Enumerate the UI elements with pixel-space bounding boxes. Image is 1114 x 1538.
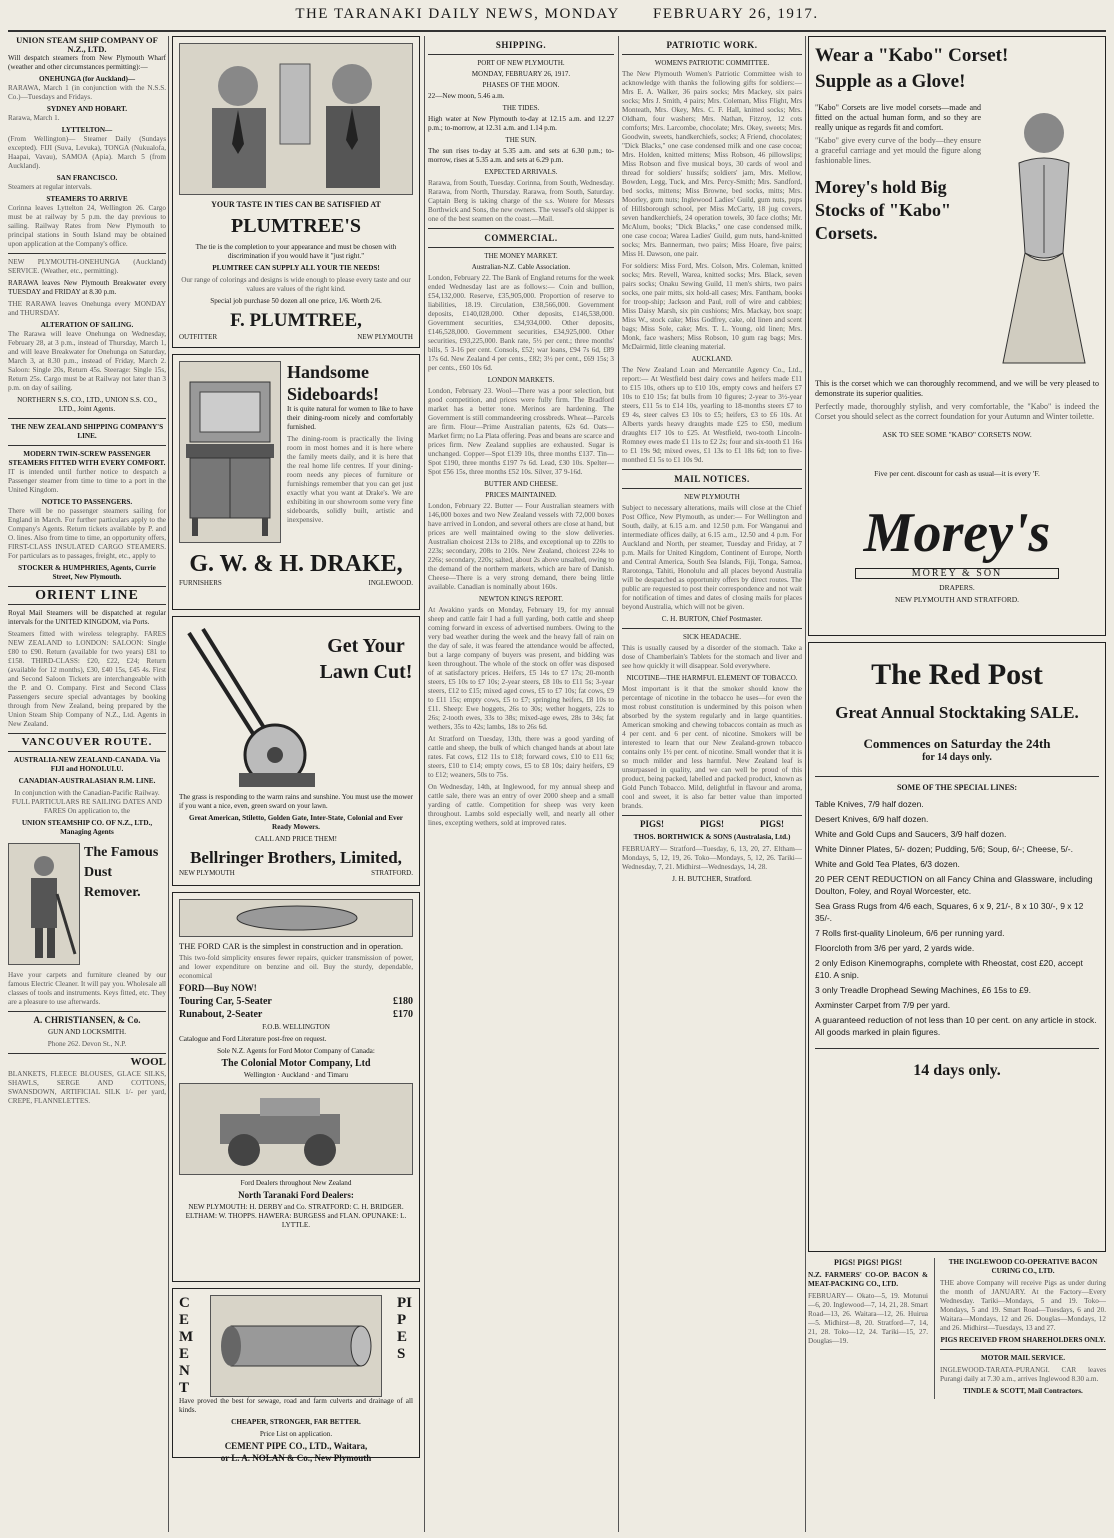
london-markets: LONDON MARKETS.: [487, 376, 555, 384]
lyttelton-heading: LYTTELTON—: [61, 126, 113, 134]
column-shipping-notices: UNION STEAM SHIP COMPANY OF N.Z., LTD. Will despatch steamers from New Plymouth Wharf (weather and other circumstances permitting):— ONEHUNGA (for Auckland)— RARAWA, March 1 (in conjunction with the N.S.S. Co.)—Tuesdays and Fridays. SYDNEY AND HOBART. Rarawa, March 1. LYTTELTON— (From Wellington)— Steamer Daily (Sundays excepted). FIJI (Suva, Levuka), TONGA (Nukualofa, Haapai, Vavau), SAMOA (Apia). March 5 (from Auckland). SAN FRANCISCO. Steamers at regular intervals. STEAMERS TO ARRIVE Corinna leaves Lyttelton 24, Wellington 26. Cargo must be at railway by 5 p.m. the day previous to sailing. Railway Rates from New Plymouth to principal stations in South Island may be obtained upon application at the Company's office. NEW PLYMOUTH-ONEHUNGA (Auckland) SERVICE. (Weather, etc., permitting). RARAWA leaves New Plymouth Breakwater every TUESDAY and FRIDAY at 8.30 p.m. THE RARAWA leaves Onehunga every MONDAY and THURSDAY. ALTERATION OF SAILING. The Rarawa will leave Onehunga on Wednesday, February 28, at 3 p.m., instead of Thursday, March 1, and will leave Breakwater for Onehunga on Saturday, March 3, at 8.30 p.m., instead of Friday, March 2. Saloon: Single 20s, Return 45s. Steerage: Single 15s, Return 25s. Cargo must be at Railway not later than 3 p.m. on day of sailing. NORTHERN S.S. CO., LTD., UNION S.S. CO., LTD., Joint Agents. THE NEW ZEALAND SHIPPING COMPANY'S LINE. MODERN TWIN-SCREW PASSENGER STEAMERS FITTED WITH EVERY COMFORT. IT is intended until further notice to despatch a Passenger steamer from time to time to a port in the United Kingdom. NOTICE TO PASSENGERS. There will be no passenger steamers sailing for England in March. For further particulars apply to the Company's Agents. Return tickets available by P. and O. lines. Also from time to time, an opportunity offers, FIRST-CLASS INSULATED CARGO STEAMERS. For particulars as to passages, freight, etc., apply to STOCKER & HUMPHRIES, Agents, Currie Street, New Plymouth. ORIENT LINE Royal Mail Steamers will be dispatched at regular intervals for the UNITED KINGDOM, via Ports. Steamers fitted with wireless telegraphy. FARES NEW ZEALAND to LONDON: SALOON: Single £80 to £90. Return (available for two years) £81 to £158. THIRD-CLASS: £20, £22, £24; Return (available for 12 months), £30, £40 15s, £45 4s. First and Second Saloon Tickets are interchangeable with the P. and O. Company. First and Second Class Passengers secure special advantages by booking through from New Zealand, being prepared by the Union Steam Ship Company of N.Z., Ltd. Agents in New Zealand. VANCOUVER ROUTE. AUSTRALIA-NEW ZEALAND-CANADA. Via FIJI and HONOLULU. CANADIAN-AUSTRALASIAN R.M. LINE. In conjunction with the Canadian-Pacific Railway. FULL PARTICULARS RE SAILING DATES AND FARES On application to, the UNION STEAMSHIP CO. OF N.Z., LTD., Managing Agents The Famous Dust Remover. Have your carpets and furniture cleaned by our famous Electric Cleaner. It will pay you. Wholesale all classes of tools and instruments. Keys fitted, etc. They are a pleasure to use afterwards. A. CHRISTIANSEN, & Co. GUN AND LOCKSMITH. Phone 262. Devon St., N.P. WOOL BLANKETS, FLEECE BLOUSES, GLACE SILKS, SHAWLS, SERGE AND COTTONS, SWANSDOWN, ARTIFICIAL SILK 1/- per yard, CREPE, FLANNELETTES.: [8, 36, 166, 1105]
touring-label: Touring Car, 5-Seater: [179, 996, 272, 1007]
orient-line-heading: ORIENT LINE: [35, 588, 139, 603]
fourteen-days: for 14 days only.: [922, 752, 992, 763]
christiansen-trade: GUN AND LOCKSMITH.: [47, 1028, 127, 1036]
north-dealers-heading: North Taranaki Ford Dealers:: [238, 1190, 354, 1200]
sale-line-item: Axminster Carpet from 7/9 per yard.: [815, 1000, 951, 1010]
special-lines-heading: SOME OF THE SPECIAL LINES:: [896, 783, 1018, 792]
sale-lines-list: [815, 798, 1099, 1038]
ford-car-illustration: [179, 1083, 413, 1175]
lawn-body: The grass is responding to the warm rains and sunshine. You must use the mower if you want a nice, even, green sward on your lawn.: [179, 793, 413, 810]
pigs-banner: PIGS! PIGS! PIGS!: [833, 1258, 902, 1267]
christiansen-name: A. CHRISTIANSEN, & Co.: [33, 1015, 141, 1025]
wool-heading: WOOL: [130, 1056, 166, 1068]
joint-agents: NORTHERN S.S. CO., LTD., UNION S.S. CO., LTD., Joint Agents.: [17, 396, 157, 413]
cement-nolan: or L. A. NOLAN & Co., New Plymouth: [220, 1453, 372, 1463]
sale-line-item: Table Knives, 7/9 half dozen.: [815, 799, 924, 809]
cement-pipe-ad: [172, 1288, 420, 1463]
newton-king: NEWTON KING'S REPORT.: [479, 595, 563, 603]
port-heading: PORT OF NEW PLYMOUTH.: [477, 59, 565, 67]
vancouver-sub: AUSTRALIA-NEW ZEALAND-CANADA. Via FIJI and HONOLULU.: [13, 756, 161, 773]
sale-line-item: White and Gold Cups and Saucers, 3/9 half dozen.: [815, 829, 1007, 839]
morey-body: This is the corset which we can thoroughly recommend, and we will be very pleased to demonstrate its superior qualities.: [815, 379, 1099, 398]
cash-discount: Five per cent. discount for cash as usual—it is every 'F.: [874, 469, 1040, 478]
pipe-illustration: [210, 1295, 382, 1397]
twin-screw-heading: MODERN TWIN-SCREW PASSENGER STEAMERS FITTED WITH EVERY COMFORT.: [8, 450, 166, 467]
tides-heading: THE TIDES.: [502, 104, 540, 112]
plumtree-can: PLUMTREE CAN SUPPLY ALL YOUR TIE NEEDS!: [212, 264, 380, 272]
patriotic-heading: PATRIOTIC WORK.: [666, 40, 758, 50]
drake-name: G. W. & H. DRAKE,: [189, 551, 403, 577]
auckland-heading: AUCKLAND.: [691, 355, 733, 363]
mail-notices-heading: MAIL NOTICES.: [674, 474, 750, 484]
pigs-received: PIGS RECEIVED FROM SHAREHOLDERS ONLY.: [940, 1336, 1106, 1344]
colonial-cities: Wellington · Auckland · and Timaru: [243, 1071, 349, 1079]
tides-body: High water at New Plymouth to-day at 12.15 a.m. and 12.27 p.m.; to-morrow, at 12.31 a.m. and 1.14 p.m.: [428, 115, 614, 132]
plumtree-owner: F. PLUMTREE,: [230, 310, 362, 331]
column-display-ads: [808, 36, 1106, 1532]
runabout-price: £170: [393, 1009, 413, 1020]
kabo-title: Wear a "Kabo" Corset!: [815, 45, 1009, 66]
union-notice-title: UNION STEAM SHIP COMPANY OF N.Z., LTD.: [16, 36, 158, 54]
chief-postmaster: C. H. BURTON, Chief Postmaster.: [661, 615, 763, 623]
notice-passengers: NOTICE TO PASSENGERS.: [41, 498, 133, 506]
sanfran-heading: SAN FRANCISCO.: [56, 174, 118, 182]
cable-association: Australian-N.Z. Cable Association.: [471, 263, 571, 271]
sydney-heading: SYDNEY AND HOBART.: [46, 105, 128, 113]
cement-cheap: CHEAPER, STRONGER, FAR BETTER.: [231, 1418, 361, 1426]
commences: Commences on Saturday the 24th: [863, 736, 1051, 751]
cement-body: Have proved the best for sewage, road and farm culverts and drainage of all kinds.: [179, 1397, 413, 1414]
mower-makes: Great American, Stiletto, Golden Gate, Inter-State, Colonial and Ever Ready Mowers.: [189, 814, 403, 831]
morey-son-banner: MOREY & SON: [855, 568, 1059, 579]
inglewood-bacon-name: THE INGLEWOOD CO-OPERATIVE BACON CURING CO., LTD.: [948, 1258, 1098, 1275]
red-post-ad: [808, 642, 1106, 1252]
plumtree-body: The tie is the completion to your appearance and must be chosen with discrimination if you would have it "just right.": [195, 243, 397, 260]
red-post-title: The Red Post: [871, 658, 1043, 691]
column-divider: [424, 36, 425, 1532]
motor-mail: MOTOR MAIL SERVICE.: [980, 1354, 1066, 1362]
expected-heading: EXPECTED ARRIVALS.: [484, 168, 558, 176]
moon-phase: 22—New moon, 5.46 a.m.: [428, 92, 505, 100]
ford-catalogue: Catalogue and Ford Literature post-free on request.: [179, 1035, 327, 1043]
ask-kabo: ASK TO SEE SOME "KABO" CORSETS NOW.: [882, 430, 1032, 439]
get-lawn-cut: Get Your Lawn Cut!: [319, 635, 413, 683]
sale-line-item: White and Gold Tea Plates, 6/3 dozen.: [815, 859, 960, 869]
money-market: THE MONEY MARKET.: [484, 252, 558, 260]
sale-line-item: A guaranteed reduction of not less than 10 per cent. on any article in stock. All goods marked in plain figures.: [815, 1015, 1097, 1037]
inglewood-bacon-ad: THE INGLEWOOD CO-OPERATIVE BACON CURING CO., LTD. THE above Company will receive Pigs as under during the month of JANUARY. At the Factory—Every Wednesday. Tariki—Mondays, 5 and 19. Toko—Mondays, 5 and 19. Smart Road—Tuesdays, 6 and 20. Waitara—Mondays, 12 and 26. Douglas—Mondays, 12 and 26. Midhirst—Tuesdays, 13 and 27. PIGS RECEIVED FROM SHAREHOLDERS ONLY. MOTOR MAIL SERVICE. INGLEWOOD-TARATA-PURANGI. CAR leaves Purangi daily at 7.30 a.m., arrives Inglewood 8.30 a.m. TINDLE & SCOTT, Mail Contractors.: [934, 1258, 1106, 1399]
plumtree-foot-left: OUTFITTER: [179, 333, 218, 341]
morey-hold: Morey's hold Big Stocks of "Kabo" Corsets.: [815, 177, 952, 243]
tindle-scott: TINDLE & SCOTT, Mail Contractors.: [963, 1387, 1083, 1395]
ford-buy-now: FORD—Buy NOW!: [179, 983, 257, 993]
cement-vertical: CEMENT: [179, 1295, 194, 1396]
womens-committee: WOMEN'S PATRIOTIC COMMITTEE.: [654, 59, 770, 67]
plumtree-foot-right: NEW PLYMOUTH: [357, 333, 413, 341]
plumtree-ad: YOUR TASTE IN TIES CAN BE SATISFIED AT PLUMTREE'S The tie is the completion to your appearance and must be chosen with discrimination if you would have it "just right." PLUMTREE CAN SUPPLY ALL YOUR TIE NEEDS! Our range of colorings and designs is wide enough to please every taste and our values are values of the right kind. Special job purchase 50 dozen all one price, 1/6. Worth 2/6. F. PLUMTREE, OUTFITTER NEW PLYMOUTH: [172, 36, 420, 348]
plumtree-special: Special job purchase 50 dozen all one price, 1/6. Worth 2/6.: [210, 297, 382, 305]
sale-line-item: Sea Grass Rugs from 4/6 each, Squares, 6 x 9, 21/-, 8 x 10 30/-, 9 x 12 35/-.: [815, 901, 1084, 923]
kabo-corset-ad: Wear a "Kabo" Corset! Supple as a Glove! "Kabo" Corsets are live model corsets—made and fitted on the actual human form, and so they are really unique as regards fit and comfort. "Kabo" give every curve of the body—they ensure a graceful carriage and yet mould the figure along fashionable lines. Morey's hold Big Stocks of "Kabo" Corsets. This is the corset which we can thoroughly recommend, and we will be very pleased to demonstrate its superior qualities. Perfectly made, thoroughly stylish, and very comfortable, the "Kabo" is indeed the Corset you should select as the correct foundation for your Autumn and Winter toilette. ASK TO SEE SOME "KABO" CORSETS NOW. Five per cent. discount for cash as usual—it is every 'F. Morey's MOREY & SON DRAPERS. NEW PLYMOUTH AND STRATFORD.: [808, 36, 1106, 636]
masthead-title: THE TARANAKI DAILY NEWS, MONDAY: [295, 6, 620, 22]
moreys-logo: Morey's: [863, 502, 1051, 564]
commercial-heading: COMMERCIAL.: [484, 233, 558, 243]
lawnmower-illustration: [179, 623, 319, 793]
arrive-heading: STEAMERS TO ARRIVE: [46, 195, 128, 203]
drake-foot-right: INGLEWOOD.: [368, 579, 413, 587]
sale-line-item: 2 only Edison Kinemographs, complete with Rheostat, cost £20, accept £10. A snip.: [815, 958, 1083, 980]
drake-ad: Handsome Sideboards! It is quite natural for women to like to have their dining-room nicely and comfortably furnished. The dining-room is practically the living room in most homes and it is here where the family meets daily, and it is here that the real home life centres. If your dining-room needs any pieces of furniture or furnishings remember that you can get just exactly what you want at Drake's. We are exhibiting in our showroom some very fine sideboards, solidly built, artistic and inexpensive. G. W. & H. DRAKE, FURNISHERS INGLEWOOD.: [172, 354, 420, 610]
kabo-subtitle: Supple as a Glove!: [815, 71, 966, 92]
sideboard-illustration: [179, 361, 281, 543]
cement-price-list: Price List on application.: [259, 1430, 333, 1438]
new-plymouth-mail: NEW PLYMOUTH: [684, 493, 740, 501]
sick-headache: SICK HEADACHE.: [683, 633, 741, 641]
vancouver-heading: VANCOUVER ROUTE.: [21, 736, 153, 748]
nz-farmers-ad: PIGS! PIGS! PIGS! N.Z. FARMERS' CO-OP. BACON & MEAT-PACKING CO., LTD. FEBRUARY— Okato—5, 19. Motunui—6, 20. Inglewood—7, 14, 21, 28. Smart Road—13, 26. Waitara—12, 26. Huirua—5. Midhirst—8, 20. Stratford—7, 14, 21, 28. Toko—12, 24. Tariki—15, 27. Douglas—19.: [808, 1258, 928, 1345]
bellringer-ad: [172, 616, 420, 886]
sale-line-item: Floorcloth from 3/6 per yard, 2 yards wide.: [815, 943, 975, 953]
nz-farmers-name: N.Z. FARMERS' CO-OP. BACON & MEAT-PACKING CO., LTD.: [808, 1271, 928, 1288]
orient-body: Royal Mail Steamers will be dispatched at regular intervals for the UNITED KINGDOM, via Ports.: [8, 609, 166, 626]
borthwick-name: THOS. BORTHWICK & SONS (Australasia, Ltd.): [633, 833, 791, 841]
butter-cheese: BUTTER AND CHEESE.: [484, 480, 558, 488]
dust-remover-illustration: [8, 843, 80, 965]
sale-line-item: Desert Knives, 6/9 half dozen.: [815, 814, 929, 824]
stocker-agents: STOCKER & HUMPHRIES, Agents, Currie Street, New Plymouth.: [18, 564, 156, 581]
north-dealers-names: NEW PLYMOUTH: H. DERBY and Co. STRATFORD: C. H. BRIDGER. ELTHAM: W. THOPPS. HAWERA: BURGESS and FLAN. OPUNAKE: L. LYTTLE.: [185, 1203, 407, 1229]
pigs-2: PIGS!: [699, 819, 724, 829]
bellringer-name: Bellringer Brothers, Limited,: [190, 848, 402, 867]
sale-line-item: 3 only Treadle Drophead Sewing Machines, £6 15s to £9.: [815, 985, 1031, 995]
pigs-3: PIGS!: [759, 819, 784, 829]
plumtree-name-large: PLUMTREE'S: [230, 215, 362, 237]
column-patriotic-mail: PATRIOTIC WORK. WOMEN'S PATRIOTIC COMMITTEE. The New Plymouth Women's Patriotic Committee wish to acknowledge with thanks the following gifts for soldiers:— Mrs E. A. Walker, 36 pairs socks; Mrs Mackey, six pairs socks; Mrs J. Smith, 4 pairs; Mrs. Coleman, Miss Flight, Mrs Monteath, Mrs. Okey, Mrs. C. F. Hall, knitted socks; Mrs. Oldham, four washers; Mrs. Nathan, Fitzroy, 12 cots comforts; Mrs. Larcombe, chocolate; Mrs. Okey, sweets; Mrs. Goodwin, sweets, handkerchiefs, socks; A Friend, chocolates; "Dick Blacks," one case condensed milk and one case cocoa; Mrs. Holden, knitted mittens; Miss Robson, 46 pillowslips; Miss Robson and five musical boys, 30 cards of wool and thread for soldiers' hussifs; soldiers' jam, Mrs. Mellow, Bowden, Legg, Tuck, and Mrs. Percy-Smith; Mrs. Sandford, bed socks, mittens; Miss Browne, bed socks, mitts; Mrs. Moorley, gum nuts; Inglewood Ladies' Guild, gum nuts, pups of Hillsborough school, per Miss McCarty, 18 jug covers, seven handkerchiefs, 24 operation towels, 30 face cloths; Mr. McAlum, books; "Dick Blacks," one case condensed milk, one case cocoa; Warea Ladies' Guild, gum nuts, hand-knitted socks; Mrs. Bannerman, two pairs; Miss Hoare, five pairs; Miss H. Dawson, one pair. For soldiers: Miss Ford, Mrs. Colson, Mrs. Coleman, knitted socks; Mrs. Revell, Warea, knitted socks; Mrs. Black, seven pairs socks; Onaku Sewing Guild, 11 men's shirts, two pairs socks, one pair mitts, six hold-all cases; Mrs. Fantham, books for troop-ship; Jackson and Paul, roll of wire and cabbies; Miss Daisy Marsh, six pin cushions; Mrs. Mackay, box soap; Miss W., stock cake; Miss Godfrey, cake, old linen and scent bags; Miss Sole, cake; Mrs. T. L. Young, old linen; Mrs. Monk, face washers; Miss Robson, 10 gum rag bags; Mrs. McDairmid, little cleaning material. AUCKLAND. The New Zealand Loan and Mercantile Agency Co., Ltd., report:— At Westfield best dairy cows and heifers made £11 to £15 10s, others up to £10 10s, empty cows and heifers £7 10s to £10 15s; fat bulls from 10 figures; 2-year to 3½-year steers, £11 5s to £14 10s, yearling to 18-months steers £7 to £9 4s, steer calves £3 10s to £5; heifers, £3 to £6 10s. At Alberts yards heavy draughts made £25 to £50, medium draughts £17 10s to £25. At Westfield, two-tooth Lincoln-Romney ewes made £1 11s to £2 2s; four and six-tooth £1 16s to £1 19s 9d; mixed ewes, £1 13s to £1 18s 6d; ton to five-monthed £1 5s to £1 10s 9d. MAIL NOTICES. NEW PLYMOUTH Subject to necessary alterations, mails will close at the Chief Post Office, New Plymouth, as under:— For Wellington and South, daily, at 6.15 a.m. and 12.50 p.m. For Wanganui and intermediate offices daily, at 6.15 a.m., 12.50 and 4 p.m. For Auckland and North, per steamer, Tuesday and Friday, at 7 p.m. Mails for United Kingdom, Continent of Europe, North and Central America, South Sea Islands, Fiji, Tonga, Samoa, Rarotonga, Tahiti, Honolulu and all places beyond Australia will be despatched as opportunity offers by direct routes. The public are requested to post their correspondence and not wait for notification of times and dates of closing mails for places beyond Australia, which will not be given. C. H. BURTON, Chief Postmaster. SICK HEADACHE. This is usually caused by a disorder of the stomach. Take a dose of Chamberlain's Tablets for the stomach and liver and see how quickly it will disappear. Sold everywhere. NICOTINE—THE HARMFUL ELEMENT OF TOBACCO. Most important is it that the smoker should know the percentage of nicotine in the tobacco he uses—for even the most robust constitution is undermined by this poison when absorbed by the system regularly and in large quantities. American smoking and chewing tobaccos contain as much as 4 per cent. and 6 per cent. of nicotine. Smokers will be interested to learn that our New Zealand-grown tobacco contains only 1½ per cent. of nicotine. Small wonder that it is so much milder and less harmful. New Zealand leaf is unsurpassed in quality, and we can well be proud of this product, being packed, labelled and packed product, known as Gold Punch Tobacco. Mild, delightful in flavour and aroma, cool and sweet, it is also far better value than imported brands. PIGS! PIGS! PIGS! THOS. BORTHWICK & SONS (Australasia, Ltd.) FEBRUARY— Stratford—Tuesday, 6, 13, 20, 27. Eltham—Mondays, 5, 12, 19, 26. Toko—Mondays, 5, 12, 26. Tariki—Wednesday, 7, 21. Midhirst—Wednesdays, 14, 28. J. H. BUTCHER, Stratford.: [622, 40, 802, 883]
column-shipping-commercial: SHIPPING. PORT OF NEW PLYMOUTH. MONDAY, FEBRUARY 26, 1917. PHASES OF THE MOON. 22—New moon, 5.46 a.m. THE TIDES. High water at New Plymouth to-day at 12.15 a.m. and 12.27 p.m.; to-morrow, at 12.31 a.m. and 1.14 p.m. THE SUN. The sun rises to-day at 5.35 a.m. and sets at 6.30 p.m.; to-morrow, rises at 5.35 a.m. and sets at 6.29 p.m. EXPECTED ARRIVALS. Rarawa, from South, Tuesday. Corinna, from South, Wednesday. Rarawa, from North, Thursday. Rarawa, from South, Saturday. Captain Berg is taking charge of the s.s. Wotere for Messrs Borthwick and Sons, the new owners. The vessel's old skipper is one of the best seamen on the coast.—Mail. COMMERCIAL. THE MONEY MARKET. Australian-N.Z. Cable Association. London, February 22. The Bank of England returns for the week ended Wednesday last are as follows:— Coin and bullion, £54,132,000. Reserve, £35,905,000. Proportion of reserve to liabilities, 18.19. Circulation, £38,566,000. Government deposits, £140,028,000. Other deposits, £146,538,000. Government securities, £34,934,000. Other deposits, £146,528,000. Government securities, £34,925,000. Other securities, £93,225,000. Bank rate, 5½ per cent.; three months' bills, 5 3-16 per cent. Consols, £52; war loans, £94 7s 6d, £89 17s 6d. New Zealand 4 per cents., £82; 3½ per cent., £69 15s; 3 per cents., £60 10s 6d. LONDON MARKETS. London, February 23. Wool—There was a poor selection, but good competition, and prices were fully firm. The Bradford market has a better tone. Merinos are hardening. The Government is still commandeering crossbreds. Wheat—Parcels are firm. Flour—Prime Australian patents, 62s 6d. Oats—Market firm; no La Plata offering. Peas and beans are scarce and prices firm. New Zealand supplies are exhausted. Sugar is unchanged. Copper—Spot £139 10s, three months £137. Tin—Spot £190, three months £197 7s 6d. Lead, £30 10s. Spelter—Spot £56 15s, three months £52 10s. Silver, 37 9-16d. BUTTER AND CHEESE. PRICES MAINTAINED. London, February 22. Butter — Four Australian steamers with 146,000 boxes and two New Zealand vessels with 72,000 boxes have arrived in London, and several others are close at hand, but prices are well maintained owing to the slow deliveries. Australian choicest 213s to 218s, and exceptional up to 220s to 223s; secondary, 208s to 210s. New Zealand, choicest 224s to 226s; secondary, 220s; salted, about 2s above unsalted, owing to the demand of the northern markets, which are bare of Danish. Cheese—There is a very strong demand, there being little available. Canadian is nominally about 160s. NEWTON KING'S REPORT. At Awakino yards on Monday, February 19, for my annual sheep and cattle fair I had a full yarding, both cattle and sheep coming forward in excess of advertised numbers. Owing to the very bad weather during the week and the heavy fall of rain on the day of sale, it was feared the attendance would be affected, but a large company of buyers was present, and bidding was keen throughout. The whole of the stock on offer was disposed of at satisfactory prices. Heifers, £5 14s to £7 17s; 20-month steers, £5 10s to £7 10s; 2-year steers, £8 10s to £11 5s; 3-year steers, £12 to £15; mixed aged cows, £5 to £7 10s; fat cows, £9 to £11 15s; empty cows, £5 to £7; springing heifers, £8 10s to £11. Sheep: Ewe hoggets, 26s to 30s; wether hoggets, 22s to 26s; 2-tooth ewes, 33s to 38s; mixed-age ewes, 28s to 34s; fat wethers, 35s to 42s; lambs, 18s to 26s 6d. At Stratford on Tuesday, 13th, there was a good yarding of cattle and sheep, the bulk of which changed hands at about late rates. Fat cows, £12 11s to £18; forward cows, £10 to £11 6s; steers, £10 to £14; empty cows, £5 to £8 10s; dairy heifers, £9 to £12; weaners, 50s to 75s. On Wednesday, 14th, at Inglewood, for my annual sheep and cattle sale, there was an entry of over 2000 sheep and a small yarding of cattle. Competition for sheep was very keen throughout. Lambs sold especially well, and nearly all other lines, excepting wethers, sold at improved rates.: [428, 40, 614, 827]
runabout-label: Runabout, 2-Seater: [179, 1009, 263, 1020]
colonial-motor: The Colonial Motor Company, Ltd: [221, 1058, 371, 1069]
pigs-1: PIGS!: [639, 819, 664, 829]
sun-body: The sun rises to-day at 5.35 a.m. and sets at 6.30 p.m.; to-morrow, rises at 5.35 a.m. and sets at 6.29 p.m.: [428, 147, 614, 164]
alteration-heading: ALTERATION OF SAILING.: [40, 321, 134, 329]
rarawa-notice: RARAWA leaves New Plymouth Breakwater every TUESDAY and FRIDAY at 8.30 p.m.: [8, 279, 166, 296]
moon-heading: PHASES OF THE MOON.: [482, 81, 560, 89]
port-date: MONDAY, FEBRUARY 26, 1917.: [471, 70, 571, 78]
sale-line-item: 20 PER CENT REDUCTION on all Fancy China and Glassware, including Doulton, Foley, and Royal Worcester, etc.: [815, 874, 1093, 896]
union-notice-body: Will despatch steamers from New Plymouth Wharf (weather and other circumstances permitting):—: [8, 54, 166, 71]
ties-caption: YOUR TASTE IN TIES CAN BE SATISFIED AT: [211, 200, 381, 209]
sun-heading: THE SUN.: [505, 136, 537, 144]
bellringer-foot-right: STRATFORD.: [371, 869, 413, 877]
lawn-call: CALL AND PRICE THEM!: [254, 835, 338, 843]
ties-illustration: [179, 43, 413, 195]
column-advertisements: [172, 36, 420, 1532]
pipes-vertical: PIPES: [397, 1295, 412, 1362]
nicotine-heading: NICOTINE—THE HARMFUL ELEMENT OF TOBACCO.: [626, 674, 798, 682]
masthead-rule: [8, 30, 1106, 32]
canadian-line: CANADIAN-AUSTRALASIAN R.M. LINE.: [18, 777, 156, 785]
touring-price: £180: [393, 996, 413, 1007]
drake-body: It is quite natural for women to like to have their dining-room nicely and comfortably furnished.: [287, 405, 413, 431]
handsome-sideboards: Handsome Sideboards!: [287, 362, 380, 404]
drapers: DRAPERS.: [939, 583, 975, 592]
ford-banner: [179, 899, 413, 937]
annual-sale: Great Annual Stocktaking SALE.: [835, 703, 1079, 722]
masthead: [0, 6, 1114, 28]
corset-illustration: [989, 103, 1099, 373]
column-divider: [618, 36, 619, 1532]
ford-dealers-nz: Ford Dealers throughout New Zealand: [240, 1179, 352, 1187]
butcher-name: J. H. BUTCHER, Stratford.: [672, 875, 752, 883]
kabo-body: "Kabo" Corsets are live model corsets—made and fitted on the actual human form, and so they are really unique as regards fit and comfort.: [815, 103, 981, 132]
masthead-date: FEBRUARY 26, 1917.: [653, 6, 819, 22]
fourteen-days-only: 14 days only.: [913, 1062, 1001, 1079]
onehunga-heading: ONEHUNGA (for Auckland)—: [38, 75, 136, 83]
famous-dust-remover: The Famous Dust Remover.: [84, 845, 159, 900]
shipping-heading: SHIPPING.: [495, 40, 547, 50]
sale-line-item: 7 Rolls first-quality Linoleum, 6/6 per running yard.: [815, 928, 1005, 938]
drake-foot-left: FURNISHERS: [179, 579, 222, 587]
fob-wellington: F.O.B. WELLINGTON: [262, 1023, 330, 1031]
prices-maintained: PRICES MAINTAINED.: [485, 491, 557, 499]
ford-intro: THE FORD CAR is the simplest in construction and in operation.: [179, 941, 404, 951]
sale-line-item: White Dinner Plates, 5/- dozen; Pudding, 5/6; Soup, 6/-; Cheese, 5/-.: [815, 844, 1073, 854]
colonial-agents: Sole N.Z. Agents for Ford Motor Company of Canada:: [217, 1047, 375, 1055]
column-divider: [805, 36, 806, 1532]
cement-company: CEMENT PIPE CO., LTD., Waitara,: [224, 1441, 368, 1451]
ford-ad: THE FORD CAR is the simplest in construction and in operation. This two-fold simplicity ensures fewer repairs, quicker transmission of power, and lower expenditure on benzine and oil. Buy the sturdy, dependable, economical FORD—Buy NOW! Touring Car, 5-Seater £180 Runabout, 2-Seater £170 F.O.B. WELLINGTON Catalogue and Ford Literature post-free on request. Sole N.Z. Agents for Ford Motor Company of Canada: The Colonial Motor Company, Ltd Wellington · Auckland · and Timaru Ford Dealers throughout New Zealand North Taranaki Ford Dealers: NEW PLYMOUTH: H. DERBY and Co. STRATFORD: C. H. BRIDGER. ELTHAM: W. THOPPS. HAWERA: BURGESS and FLAN. OPUNAKE: L. LYTTLE.: [172, 892, 420, 1282]
union-managing: UNION STEAMSHIP CO. OF N.Z., LTD., Managing Agents: [21, 819, 153, 836]
morey-locations: NEW PLYMOUTH AND STRATFORD.: [894, 595, 1020, 604]
bellringer-foot-left: NEW PLYMOUTH: [179, 869, 235, 877]
nz-shipping-heading: THE NEW ZEALAND SHIPPING COMPANY'S LINE.: [10, 423, 164, 440]
column-divider: [168, 36, 169, 1532]
